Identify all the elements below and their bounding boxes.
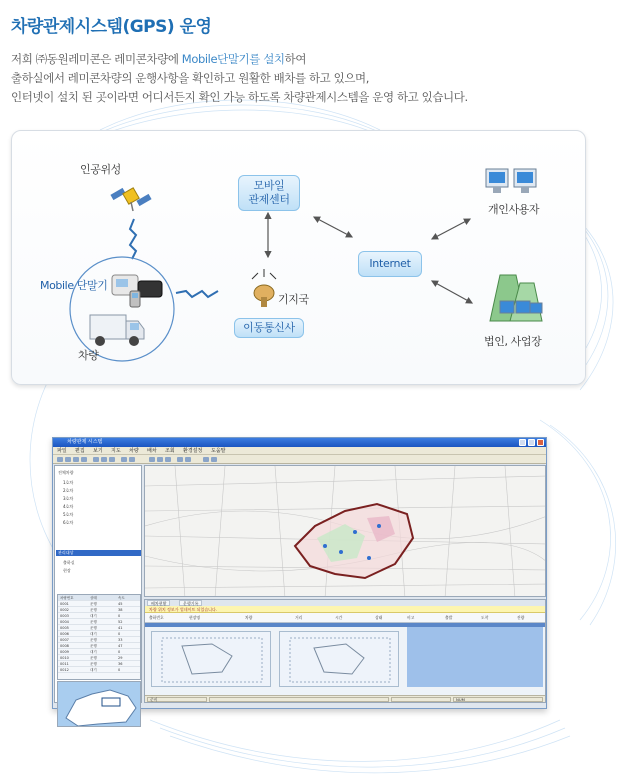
column-header[interactable]: 비고 (407, 615, 415, 620)
base-station-label: 기지국 (278, 293, 309, 306)
grid-cell: 0 (118, 614, 121, 618)
map-drawing (145, 466, 546, 597)
app-toolbar (53, 455, 546, 464)
column-header[interactable]: 잔량 (517, 615, 525, 620)
tool-icon[interactable] (109, 457, 115, 462)
menu-item[interactable]: 편집 (75, 448, 85, 454)
tab-log[interactable]: 운행기록 (179, 600, 202, 606)
intro-line-2: 출하실에서 레미콘차량의 운행사항을 확인하고 원활한 배차를 하고 있으며, (11, 71, 370, 85)
satellite-signal (130, 219, 136, 259)
grid-cell: 0008 (60, 644, 69, 648)
status-cell (391, 697, 451, 702)
column-header[interactable]: 도착 (481, 615, 489, 620)
grid-cell: 0007 (60, 638, 69, 642)
notice-bar (145, 606, 545, 613)
grid-cell: 29 (118, 656, 123, 660)
grid-cell: 0001 (60, 602, 69, 606)
grid-cell: 대기 (90, 614, 97, 618)
grid-cell: 대기 (90, 650, 97, 654)
grid-cell: 차량번호 (60, 596, 74, 600)
column-header[interactable]: 시간 (335, 615, 343, 620)
grid-cell: 운행 (90, 608, 97, 612)
grid-cell: 47 (118, 644, 123, 648)
intro-line-3: 인터넷이 설치 된 곳이라면 어디서든지 확인 가능 하도록 차량관제시스템을 운영 하고 있습니다. (11, 90, 468, 104)
corporations-label: 법인, 사업장 (484, 335, 542, 348)
map-view[interactable] (144, 465, 546, 597)
grid-cell: 운행 (90, 620, 97, 624)
menu-item[interactable]: 조회 (165, 448, 175, 454)
tool-icon[interactable] (81, 457, 87, 462)
tool-icon[interactable] (65, 457, 71, 462)
column-header[interactable]: 출발 (445, 615, 453, 620)
document-preview[interactable] (151, 631, 271, 687)
table-row[interactable] (58, 667, 140, 673)
detail-panel (407, 627, 543, 687)
tree-item[interactable]: 5호차 (63, 512, 74, 517)
grid-cell: 0002 (60, 608, 69, 612)
personal-users-label: 개인사용자 (488, 203, 540, 216)
column-header[interactable]: 거리 (295, 615, 303, 620)
minimize-icon[interactable] (519, 439, 526, 446)
control-center-line-2: 관제센터 (248, 193, 290, 206)
grid-cell: 0005 (60, 626, 69, 630)
intro-line-1-suffix: 하여 (284, 52, 307, 66)
grid-cell: 41 (118, 626, 123, 630)
intro-highlight: Mobile단말기를 설치 (181, 52, 285, 66)
menu-item[interactable]: 보기 (93, 448, 103, 454)
vehicle-label: 차량 (78, 349, 99, 362)
column-header[interactable]: 상태 (375, 615, 383, 620)
tool-icon[interactable] (121, 457, 127, 462)
wireless-signal (176, 291, 218, 297)
grid-cell: 상태 (90, 596, 97, 600)
control-center-node (238, 175, 300, 211)
menu-item[interactable]: 차량 (129, 448, 139, 454)
status-bar (145, 695, 545, 702)
tool-icon[interactable] (177, 457, 183, 462)
grid-cell: 0 (118, 668, 121, 672)
grid-cell: 대기 (90, 632, 97, 636)
app-window-title: 차량관제 시스템 (67, 439, 103, 445)
tool-icon[interactable] (129, 457, 135, 462)
tool-icon[interactable] (57, 457, 63, 462)
tree-item[interactable]: 2호차 (63, 488, 74, 493)
tool-icon[interactable] (203, 457, 209, 462)
status-cell: 준비 (147, 697, 207, 702)
intro-line-1 (11, 50, 611, 69)
tree-item[interactable]: 4호차 (63, 504, 74, 509)
app-menubar (53, 447, 546, 455)
mobile-terminal-label: Mobile 단말기 (40, 279, 108, 292)
tool-icon[interactable] (157, 457, 163, 462)
mini-map[interactable] (57, 681, 141, 727)
grid-cell: 0012 (60, 668, 69, 672)
grid-cell: 36 (118, 662, 123, 666)
tool-icon[interactable] (73, 457, 79, 462)
grid-cell: 운행 (90, 626, 97, 630)
personal-computers-icon (484, 167, 544, 197)
truck-icon (88, 311, 148, 351)
tree-item[interactable]: 1호차 (63, 480, 74, 485)
grid-cell: 대기 (90, 668, 97, 672)
grid-cell: 0010 (60, 656, 69, 660)
grid-cell: 운행 (90, 656, 97, 660)
tool-icon[interactable] (101, 457, 107, 462)
status-cell: NUM (453, 697, 543, 702)
tree-item[interactable]: 6호차 (63, 520, 74, 525)
document-drawing (280, 632, 400, 688)
grid-cell: 38 (118, 608, 123, 612)
mini-map-shapes (58, 682, 141, 727)
grid-cell: 운행 (90, 638, 97, 642)
grid-cell: 0004 (60, 620, 69, 624)
mobile-terminal-icon (110, 265, 170, 309)
document-drawing (152, 632, 272, 688)
tree-item[interactable]: 출하실 (63, 560, 75, 565)
notice-text: 차량 위치 정보가 업데이트 되었습니다. (149, 607, 218, 612)
gps-system-diagram (11, 130, 586, 385)
tool-icon[interactable] (165, 457, 171, 462)
tool-icon[interactable] (149, 457, 155, 462)
grid-cell: 0006 (60, 632, 69, 636)
satellite-label: 인공위성 (80, 163, 121, 176)
app-titlebar (53, 438, 546, 447)
tool-icon[interactable] (185, 457, 191, 462)
intro-line-1-prefix: 저희 ㈜동원레미콘은 레미콘차량에 (11, 52, 182, 66)
control-center-line-1: 모바일 (253, 179, 285, 192)
grid-cell: 0 (118, 650, 121, 654)
vehicle-grid (57, 594, 141, 680)
tree-item-selected[interactable]: 관리대상 (58, 550, 74, 555)
document-preview[interactable] (279, 631, 399, 687)
menu-item[interactable]: 파일 (57, 448, 67, 454)
grid-cell: 33 (118, 638, 123, 642)
carrier-node: 이동통신사 (234, 318, 304, 338)
page-title: 차량관제시스템(GPS) 운영 (11, 17, 212, 37)
grid-cell: 0009 (60, 650, 69, 654)
table-headers (145, 613, 545, 623)
status-cell (209, 697, 389, 702)
grid-cell: 45 (118, 602, 123, 606)
left-panel (54, 465, 142, 703)
menu-item[interactable]: 지도 (111, 448, 121, 454)
grid-cell: 0011 (60, 662, 69, 666)
internet-node: Internet (358, 251, 422, 277)
gps-app-screenshot (52, 437, 547, 709)
tab-dispatch[interactable]: 배차현황 (147, 600, 170, 606)
column-header[interactable]: 출하번호 (149, 615, 164, 620)
menu-item[interactable]: 배차 (147, 448, 157, 454)
satellite-icon (107, 177, 157, 217)
tree-item[interactable]: 전체차량 (58, 470, 74, 475)
maximize-icon[interactable] (528, 439, 535, 446)
column-header[interactable]: 차량 (245, 615, 253, 620)
grid-cell: 운행 (90, 602, 97, 606)
grid-cell: 속도 (118, 596, 125, 600)
grid-cell: 52 (118, 620, 123, 624)
grid-cell: 운행 (90, 644, 97, 648)
tool-icon[interactable] (211, 457, 217, 462)
grid-cell: 0 (118, 632, 121, 636)
building-icon (486, 271, 546, 327)
menu-item[interactable]: 도움말 (211, 448, 226, 454)
column-header[interactable]: 현장명 (189, 615, 201, 620)
tool-icon[interactable] (93, 457, 99, 462)
close-icon[interactable] (537, 439, 544, 446)
tree-item[interactable]: 3호차 (63, 496, 74, 501)
tree-item[interactable]: 현장 (63, 568, 71, 573)
grid-cell: 운행 (90, 662, 97, 666)
bottom-panel (144, 599, 546, 703)
menu-item[interactable]: 환경설정 (183, 448, 203, 454)
intro-text (11, 50, 611, 107)
grid-cell: 0003 (60, 614, 69, 618)
